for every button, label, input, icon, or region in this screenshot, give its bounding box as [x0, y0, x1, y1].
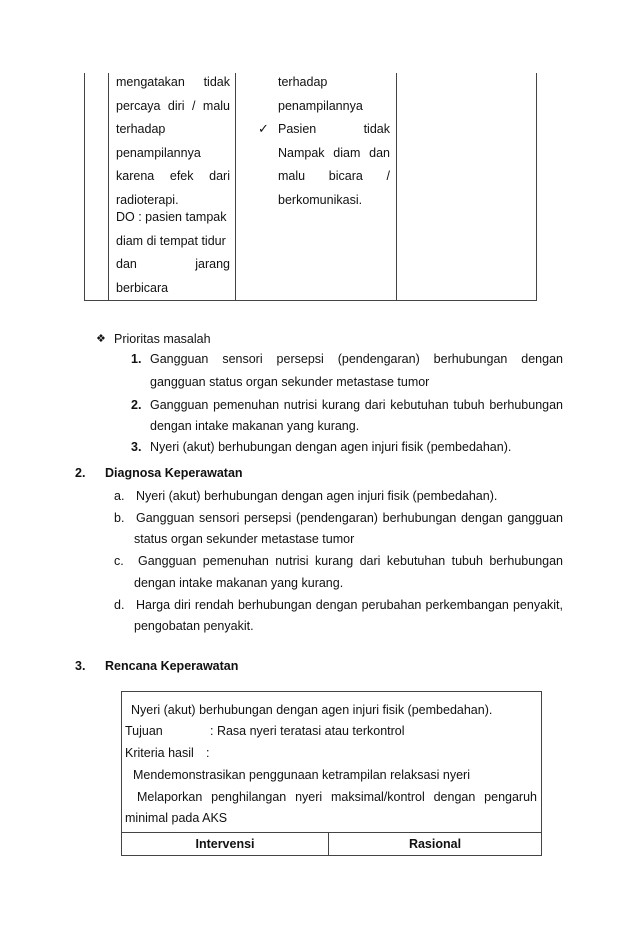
- section-number: 2.: [75, 466, 86, 480]
- cell-line: malu bicara /: [278, 169, 390, 183]
- cell-line: terhadap: [116, 122, 166, 136]
- cell-line: percaya diri / malu: [116, 98, 230, 113]
- priority-line: Gangguan pemenuhan nutrisi kurang dari kebutuhan tubuh berhubungan: [150, 398, 563, 412]
- table-border: [108, 73, 109, 301]
- column-header-rasional: Rasional: [408, 837, 462, 851]
- cell-line: penampilannya: [278, 98, 363, 113]
- table-border: [536, 73, 537, 301]
- table-border: [396, 73, 397, 301]
- cell-line: berkomunikasi.: [278, 192, 363, 207]
- plan-diagnosis: Nyeri (akut) berhubungan dengan agen injuri fisik (pembedahan).: [131, 703, 493, 717]
- item-line: Gangguan sensori persepsi (pendengaran) berhubungan dengan gangguan: [136, 511, 563, 525]
- box-border: [121, 691, 542, 692]
- priority-number: 3.: [131, 440, 142, 454]
- kriteria-label: Kriteria hasil: [125, 746, 194, 760]
- priority-line: Gangguan sensori persepsi (pendengaran) berhubungan dengan: [150, 352, 563, 366]
- box-border: [121, 832, 542, 833]
- item-line: dengan intake makanan yang kurang.: [134, 576, 344, 590]
- checkmark-icon: ✓: [258, 121, 269, 136]
- kriteria-item: Melaporkan penghilangan nyeri maksimal/kontrol dengan pengaruh: [137, 790, 537, 804]
- section-number: 3.: [75, 659, 86, 673]
- item-line: status organ sekunder metastase tumor: [134, 532, 355, 546]
- item-letter: a.: [114, 489, 125, 503]
- diamond-bullet-icon: ❖: [96, 333, 106, 345]
- cell-line: karena efek dari: [116, 169, 230, 183]
- section-title: Diagnosa Keperawatan: [105, 466, 243, 480]
- tujuan-label: Tujuan: [125, 724, 163, 738]
- table-cell-ds: [116, 71, 230, 212]
- tujuan-value: : Rasa nyeri teratasi atau terkontrol: [210, 724, 405, 738]
- item-letter: b.: [114, 511, 125, 525]
- cell-line: berbicara: [116, 280, 169, 295]
- cell-line: radioterapi.: [116, 192, 179, 207]
- cell-line: DO : pasien tampak: [116, 210, 227, 224]
- item-line: Harga diri rendah berhubungan dengan perubahan perkembangan penyakit,: [136, 598, 563, 612]
- cell-line: Pasien tidak: [278, 122, 390, 136]
- priority-number: 2.: [131, 398, 142, 412]
- priority-line: Nyeri (akut) berhubungan dengan agen injuri fisik (pembedahan).: [150, 440, 512, 454]
- column-header-intervensi: Intervensi: [195, 837, 255, 851]
- kriteria-item: Mendemonstrasikan penggunaan ketrampilan relaksasi nyeri: [133, 768, 470, 782]
- cell-line: mengatakan tidak: [116, 75, 230, 89]
- cell-line: diam di tempat tidur: [116, 233, 226, 248]
- table-border: [84, 300, 537, 301]
- priority-line: dengan intake makanan yang kurang.: [150, 419, 360, 433]
- table-border: [235, 73, 236, 301]
- priority-line: gangguan status organ sekunder metastase tumor: [150, 375, 430, 389]
- item-line: pengobatan penyakit.: [134, 619, 254, 633]
- section-title: Rencana Keperawatan: [105, 659, 239, 673]
- table-border: [84, 73, 85, 301]
- table-cell-do: [116, 206, 230, 300]
- cell-line: terhadap: [278, 75, 328, 89]
- table-cell-outcome: [278, 71, 390, 212]
- kriteria-item: minimal pada AKS: [125, 811, 228, 825]
- cell-line: penampilannya: [116, 145, 201, 160]
- item-letter: d.: [114, 598, 125, 612]
- priority-number: 1.: [131, 352, 142, 366]
- item-line: Gangguan pemenuhan nutrisi kurang dari kebutuhan tubuh berhubungan: [138, 554, 563, 568]
- box-border: [121, 855, 542, 856]
- cell-line: dan jarang: [116, 257, 230, 271]
- priority-heading: Prioritas masalah: [114, 332, 211, 346]
- kriteria-colon: :: [206, 746, 210, 760]
- item-line: Nyeri (akut) berhubungan dengan agen injuri fisik (pembedahan).: [136, 489, 498, 503]
- item-letter: c.: [114, 554, 124, 568]
- cell-line: Nampak diam dan: [278, 145, 390, 160]
